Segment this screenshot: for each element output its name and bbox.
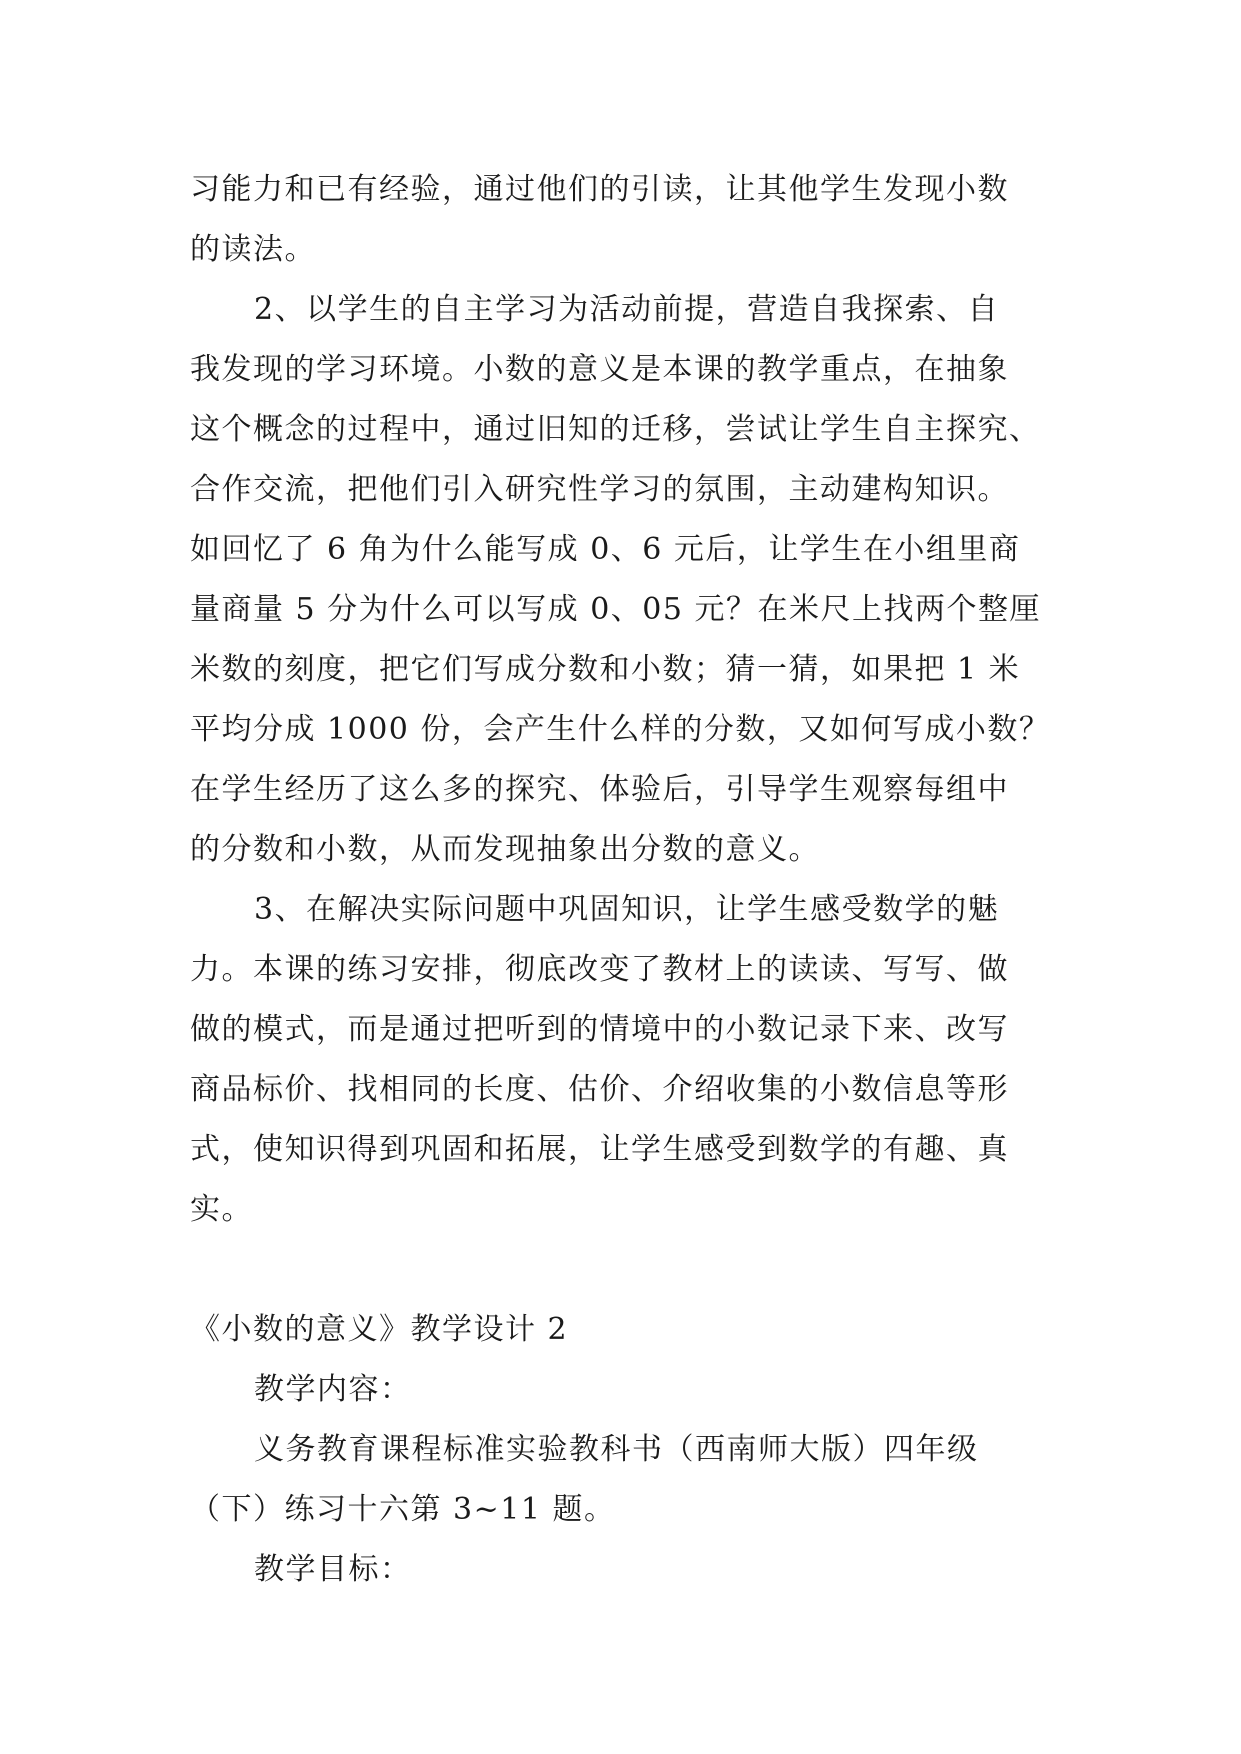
text-line: 3、在解决实际问题中巩固知识，让学生感受数学的魅 bbox=[254, 892, 1000, 927]
text-line: 这个概念的过程中，通过旧知的迁移，尝试让学生自主探究、 bbox=[190, 412, 1041, 447]
text-line: 实。 bbox=[190, 1192, 253, 1227]
text-line: 在学生经历了这么多的探究、体验后，引导学生观察每组中 bbox=[190, 772, 1009, 807]
paragraph-2 bbox=[190, 280, 1052, 880]
text-line: 平均分成 1000 份，会产生什么样的分数，又如何写成小数？ bbox=[190, 712, 1051, 747]
text-line: 量商量 5 分为什么可以写成 0、05 元？在米尺上找两个整厘 bbox=[190, 592, 1041, 627]
text-line: 我发现的学习环境。小数的意义是本课的教学重点，在抽象 bbox=[190, 352, 1009, 387]
paragraph-1 bbox=[190, 160, 1052, 280]
text-line: 式，使知识得到巩固和拓展，让学生感受到数学的有趣、真 bbox=[190, 1132, 1009, 1167]
content-label: 教学内容： bbox=[254, 1372, 412, 1407]
text-line: 2、以学生的自主学习为活动前提，营造自我探索、自 bbox=[254, 292, 1000, 327]
content-text bbox=[190, 1420, 1052, 1540]
section-title: 《小数的意义》教学设计 2 bbox=[190, 1312, 569, 1347]
text-line: 义务教育课程标准实验教科书（西南师大版）四年级 bbox=[254, 1432, 979, 1467]
document-page bbox=[190, 160, 1052, 1600]
text-line: 力。本课的练习安排，彻底改变了教材上的读读、写写、做 bbox=[190, 952, 1009, 987]
text-line: （下）练习十六第 3~11 题。 bbox=[190, 1492, 616, 1527]
paragraph-3 bbox=[190, 880, 1052, 1240]
text-line: 合作交流，把他们引入研究性学习的氛围，主动建构知识。 bbox=[190, 472, 1009, 507]
text-line: 的读法。 bbox=[190, 232, 316, 267]
text-line: 做的模式，而是通过把听到的情境中的小数记录下来、改写 bbox=[190, 1012, 1009, 1047]
text-line: 的分数和小数，从而发现抽象出分数的意义。 bbox=[190, 832, 820, 867]
text-line: 米数的刻度，把它们写成分数和小数；猜一猜，如果把 1 米 bbox=[190, 652, 1021, 687]
objective-label: 教学目标： bbox=[254, 1552, 412, 1587]
text-line: 商品标价、找相同的长度、估价、介绍收集的小数信息等形 bbox=[190, 1072, 1009, 1107]
text-line: 如回忆了 6 角为什么能写成 0、6 元后，让学生在小组里商 bbox=[190, 532, 1021, 567]
text-line: 习能力和已有经验，通过他们的引读，让其他学生发现小数 bbox=[190, 172, 1009, 207]
